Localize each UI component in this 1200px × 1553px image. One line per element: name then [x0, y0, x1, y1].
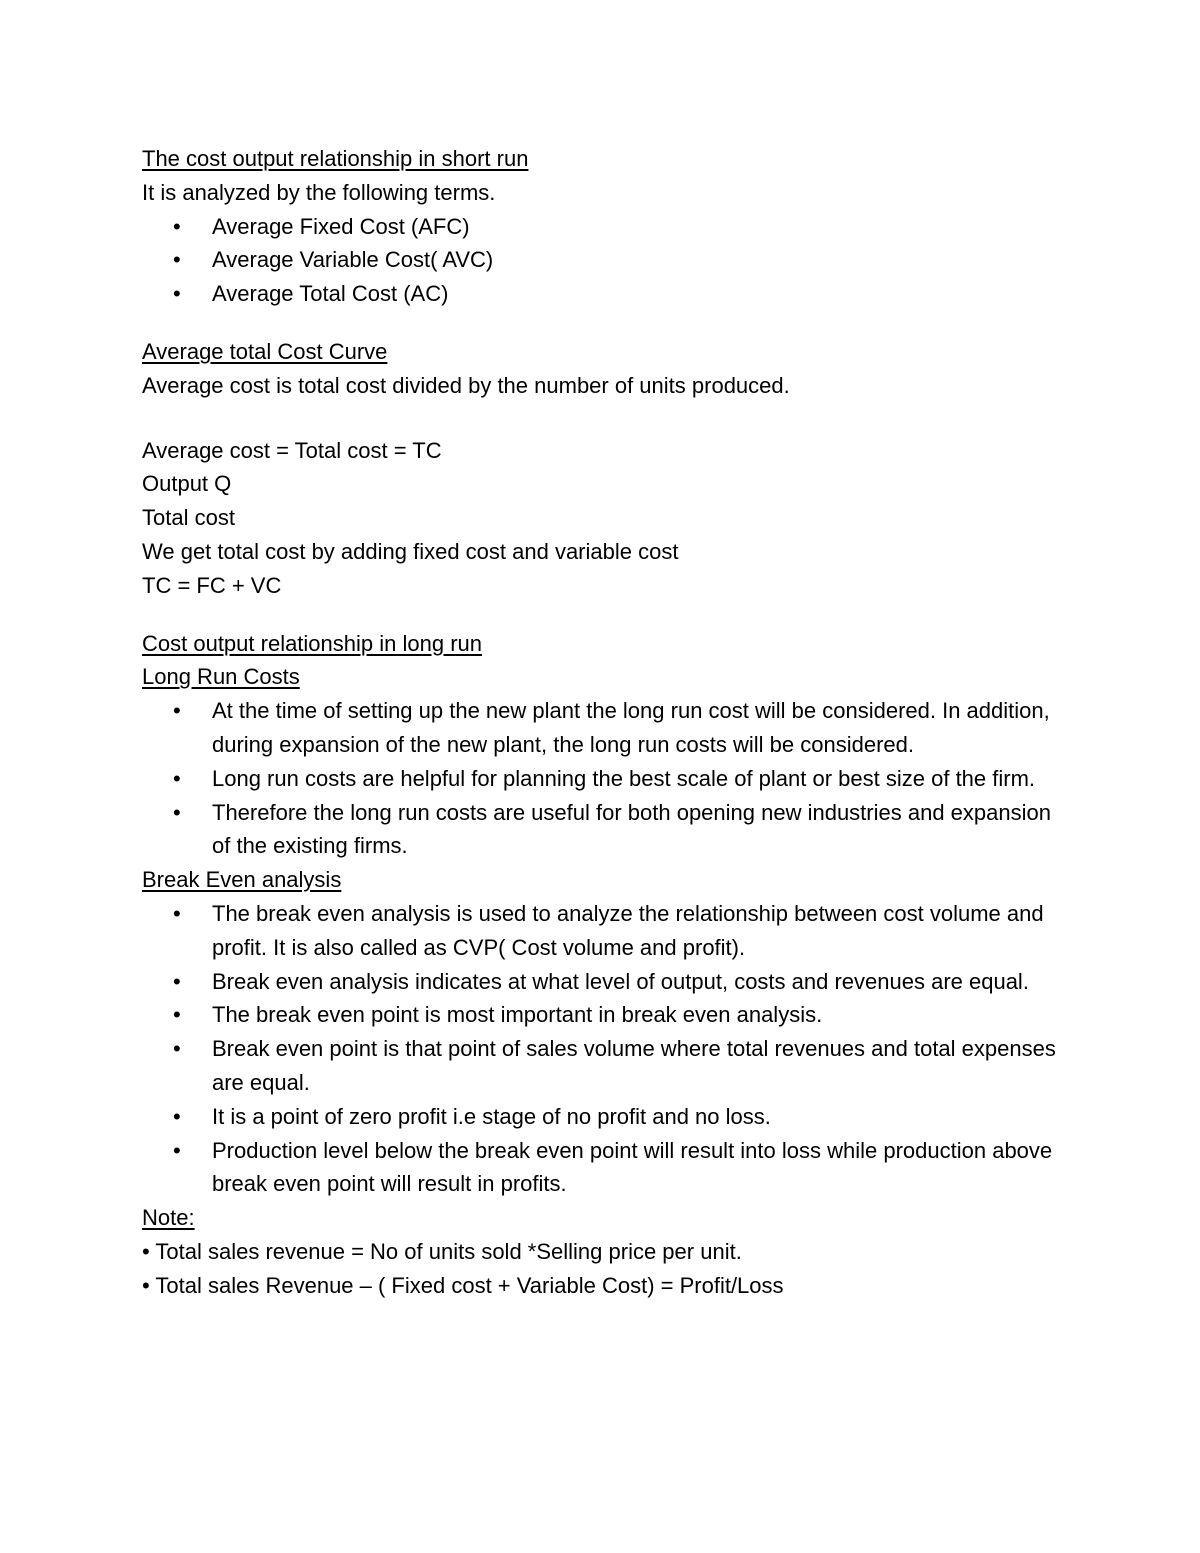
- list-item-text: The break even analysis is used to analyze the relationship between cost volume and profit. It is also called as CVP( Cost volume and profit).: [212, 900, 1044, 960]
- list-item: [142, 694, 1072, 762]
- list-item-text: At the time of setting up the new plant the long run cost will be considered. In addition, during expansion of the new plant, the long run costs will be considered.: [212, 698, 1050, 757]
- bullet-icon: •: [173, 281, 181, 307]
- list-item: [142, 965, 1072, 999]
- list-item-text: Break even analysis indicates at what level of output, costs and revenues are equal.: [212, 968, 1029, 994]
- note-line: • Total sales revenue = No of units sold *Selling price per unit.: [142, 1238, 742, 1264]
- list-item: [142, 1032, 1072, 1100]
- bullet-icon: •: [173, 1002, 181, 1028]
- bullet-icon: •: [173, 247, 181, 273]
- bullet-icon: •: [173, 1103, 181, 1129]
- total-cost-label: Total cost: [142, 505, 235, 531]
- list-item-text: Average Variable Cost( AVC): [212, 247, 494, 273]
- bullet-icon: •: [173, 1137, 181, 1163]
- heading-break-even: Break Even analysis: [142, 867, 342, 893]
- spacer: [142, 311, 1072, 335]
- list-item: [142, 210, 1072, 244]
- list-item: [142, 998, 1072, 1032]
- list-item: [142, 1100, 1072, 1134]
- list-item-text: Long run costs are helpful for planning the best scale of plant or best size of the firm.: [212, 765, 1036, 791]
- atc-formula-denominator: Output Q: [142, 471, 232, 497]
- bullet-icon: •: [173, 698, 181, 724]
- list-item: [142, 897, 1072, 965]
- long-run-list: [142, 694, 1072, 863]
- spacer: [142, 603, 1072, 627]
- list-item: [142, 243, 1072, 277]
- heading-long-run: Cost output relationship in long run: [142, 630, 482, 656]
- total-cost-formula: TC = FC + VC: [142, 572, 282, 598]
- spacer: [142, 403, 1072, 434]
- list-item-text: It is a point of zero profit i.e stage of no profit and no loss.: [212, 1103, 771, 1129]
- heading-note: Note:: [142, 1205, 195, 1231]
- list-item-text: The break even point is most important in break even analysis.: [212, 1002, 823, 1028]
- bullet-icon: •: [173, 900, 181, 926]
- short-run-intro: It is analyzed by the following terms.: [142, 179, 496, 205]
- list-item: [142, 1134, 1072, 1202]
- total-cost-description: We get total cost by adding fixed cost and variable cost: [142, 538, 679, 564]
- bullet-icon: •: [173, 1036, 181, 1062]
- bullet-icon: •: [173, 968, 181, 994]
- subheading-long-run-costs: Long Run Costs: [142, 664, 300, 690]
- document-body: [142, 142, 1072, 1303]
- list-item: [142, 762, 1072, 796]
- heading-short-run: The cost output relationship in short run: [142, 146, 529, 171]
- heading-average-total-cost: Average total Cost Curve: [142, 338, 388, 364]
- bullet-icon: •: [173, 213, 181, 239]
- note-line: • Total sales Revenue – ( Fixed cost + Variable Cost) = Profit/Loss: [142, 1272, 784, 1298]
- list-item: [142, 796, 1072, 864]
- list-item: [142, 277, 1072, 311]
- atc-definition: Average cost is total cost divided by the number of units produced.: [142, 372, 790, 398]
- list-item-text: Average Total Cost (AC): [212, 281, 449, 307]
- bullet-icon: •: [173, 765, 181, 791]
- list-item-text: Average Fixed Cost (AFC): [212, 213, 470, 239]
- atc-formula-numerator: Average cost = Total cost = TC: [142, 437, 442, 463]
- break-even-list: [142, 897, 1072, 1201]
- list-item-text: Break even point is that point of sales volume where total revenues and total expenses are equal.: [212, 1036, 1056, 1095]
- list-item-text: Production level below the break even point will result into loss while production above break even point will result in profits.: [212, 1137, 1053, 1197]
- bullet-icon: •: [173, 799, 181, 825]
- short-run-list: [142, 210, 1072, 311]
- list-item-text: Therefore the long run costs are useful for both opening new industries and expansion of the existing firms.: [212, 799, 1051, 859]
